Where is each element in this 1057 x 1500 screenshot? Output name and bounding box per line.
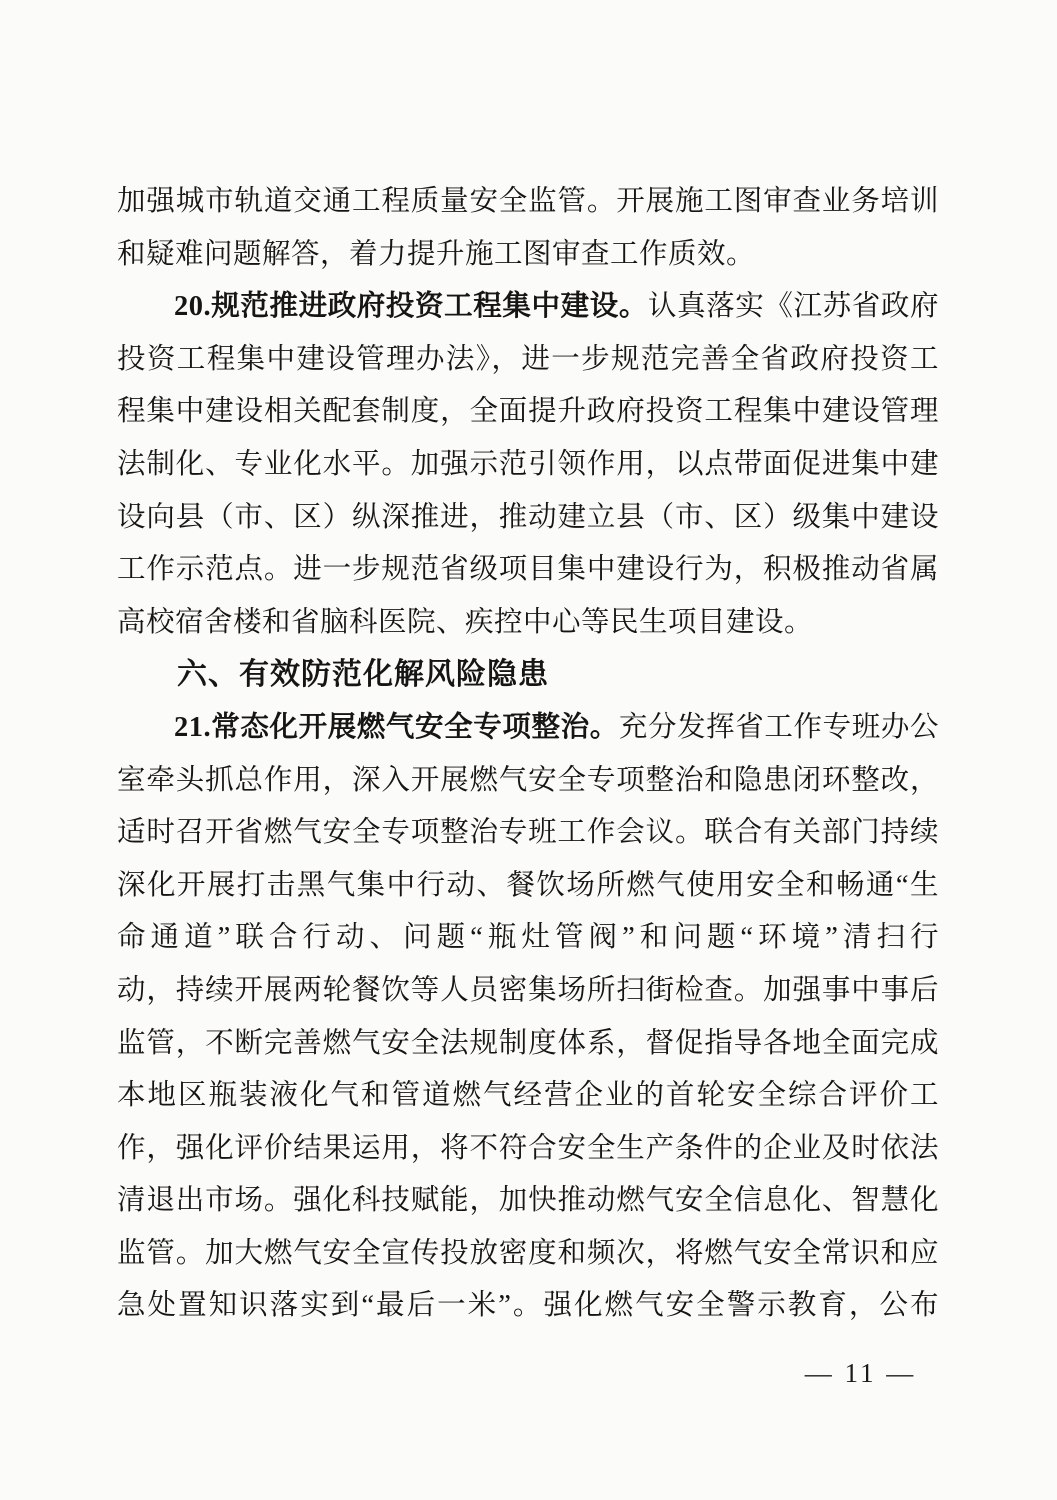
text-line-content: 命通道”联合行动、问题“瓶灶管阀”和问题“环境”清扫行 (117, 922, 939, 954)
item-21-lead: 21.常态化开展燃气安全专项整治。 (174, 711, 619, 743)
text-line (117, 1018, 939, 1071)
section-heading-text: 六、有效防范化解风险隐患 (177, 658, 549, 692)
text-line-content: 监管，不断完善燃气安全法规制度体系，督促指导各地全面完成 (117, 1027, 939, 1059)
section-heading (117, 649, 939, 702)
text-line (117, 1175, 939, 1228)
text-line-content: 清退出市场。强化科技赋能，加快推动燃气安全信息化、智慧化 (117, 1185, 939, 1217)
text-line (117, 860, 939, 913)
text-line (117, 1228, 939, 1281)
text-line (117, 1123, 939, 1176)
text-line (117, 912, 939, 965)
text-line-content: 程集中建设相关配套制度，全面提升政府投资工程集中建设管理 (117, 396, 939, 428)
text-line (117, 386, 939, 439)
text-line (117, 176, 939, 229)
text-line-content: 监管。加大燃气安全宣传投放密度和频次，将燃气安全常识和应 (117, 1237, 939, 1269)
text-line-content: 认真落实《江苏省政府 (647, 291, 939, 323)
text-line-content: 加强城市轨道交通工程质量安全监管。开展施工图审查业务培训 (117, 186, 939, 217)
text-line-content: 高校宿舍楼和省脑科医院、疾控中心等民生项目建设。 (117, 606, 814, 638)
text-line-content: 充分发挥省工作专班办公 (618, 711, 939, 743)
text-line-content: 作，强化评价结果运用，将不符合安全生产条件的企业及时依法 (117, 1132, 939, 1164)
text-line (117, 597, 939, 650)
text-line-content: 室牵头抓总作用，深入开展燃气安全专项整治和隐患闭环整改， (117, 764, 939, 796)
document-body (117, 176, 939, 1333)
text-line-content: 和疑难问题解答，着力提升施工图审查工作质效。 (117, 238, 756, 270)
page-number: — 11 — (804, 1358, 917, 1388)
text-line (117, 965, 939, 1018)
text-line-content: 急处置知识落实到“最后一米”。强化燃气安全警示教育，公布 (117, 1290, 939, 1322)
text-line (117, 334, 939, 387)
text-line (117, 544, 939, 597)
text-line (117, 807, 939, 860)
text-line (117, 702, 939, 755)
text-line (117, 492, 939, 545)
text-line-content: 动，持续开展两轮餐饮等人员密集场所扫街检查。加强事中事后 (117, 974, 939, 1006)
text-line-content: 本地区瓶装液化气和管道燃气经营企业的首轮安全综合评价工 (117, 1080, 939, 1112)
text-line (117, 1280, 939, 1333)
text-line (117, 439, 939, 492)
text-line-content: 法制化、专业化水平。加强示范引领作用，以点带面促进集中建 (117, 448, 939, 480)
item-20-lead: 20.规范推进政府投资工程集中建设。 (174, 291, 648, 323)
text-line-content: 适时召开省燃气安全专项整治专班工作会议。联合有关部门持续 (117, 817, 939, 849)
text-line-content: 深化开展打击黑气集中行动、餐饮场所燃气使用安全和畅通“生 (117, 869, 939, 901)
text-line-content: 工作示范点。进一步规范省级项目集中建设行为，积极推动省属 (117, 554, 939, 586)
text-line (117, 281, 939, 334)
text-line (117, 229, 939, 282)
text-line-content: 投资工程集中建设管理办法》，进一步规范完善全省政府投资工 (117, 343, 939, 375)
text-line-content: 设向县（市、区）纵深推进，推动建立县（市、区）级集中建设 (117, 501, 939, 533)
text-line (117, 755, 939, 808)
text-line (117, 1070, 939, 1123)
